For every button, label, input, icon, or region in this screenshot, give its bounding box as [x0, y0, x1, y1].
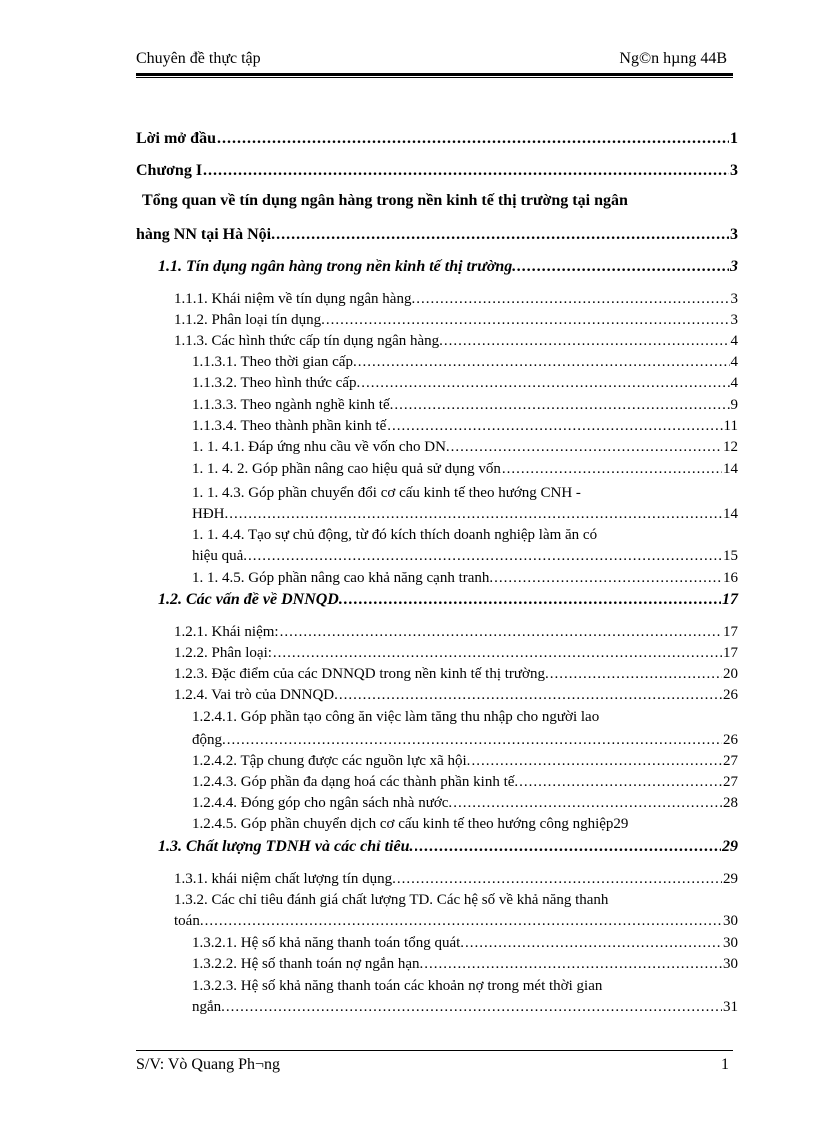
toc-entry[interactable]: 1.1.3. Các hình thức cấp tín dụng ngân hàng. ..... 4: [174, 333, 738, 350]
toc-entry[interactable]: 1. 1. 4.1. Đáp ứng nhu cầu về vốn cho DN. ..... 12: [192, 439, 738, 456]
toc-entry[interactable]: 1.3.2.2. Hệ số thanh toán nợ ngắn hạn. ..... 30: [192, 956, 738, 973]
page-header: [136, 50, 733, 72]
toc-entry-wrap[interactable]: 1. 1. 4.3. Góp phần chuyển đổi cơ cấu kinh tế theo hướng CNH -: [192, 485, 581, 501]
toc-entry[interactable]: động. ..... 26: [192, 732, 738, 749]
toc-entry[interactable]: ngắn. ..... 31: [192, 999, 738, 1016]
toc-entry[interactable]: 1. 1. 4.5. Góp phần nâng cao khả năng cạnh tranh. ..... 16: [192, 570, 738, 587]
toc-section[interactable]: 1.2. Các vấn đề về DNNQD. ..... 17: [158, 591, 738, 609]
toc-entry[interactable]: 1.2.4.2. Tập chung được các nguồn lực xã hội. ..... 27: [192, 753, 738, 770]
toc-chapter-title: Tổng quan về tín dụng ngân hàng trong nền kinh tế thị trường tại ngân: [142, 192, 628, 209]
toc-entry[interactable]: 1. 1. 4. 2. Góp phần nâng cao hiệu quả sử dụng vốn ..... 14: [192, 461, 738, 478]
toc-entry[interactable]: hàng NN tại Hà Nội. ..... 3: [136, 226, 738, 244]
toc-entry[interactable]: 1.1.3.2. Theo hình thức cấp. ..... 4: [192, 375, 738, 392]
toc-section[interactable]: 1.3. Chất lượng TDNH và các chỉ tiêu. ..... 29: [158, 838, 738, 856]
toc-entry[interactable]: Lời mở đầu ..... 1: [136, 130, 738, 148]
toc-entry-wrap[interactable]: 1.3.2.3. Hệ số khả năng thanh toán các khoản nợ trong mét thời gian: [192, 978, 603, 994]
toc-entry-wrap[interactable]: 1.2.4.1. Góp phần tạo công ăn việc làm tăng thu nhập cho người lao: [192, 709, 600, 725]
toc-entry[interactable]: 1.2.4.4. Đóng góp cho ngân sách nhà nước. ..... 28: [192, 795, 738, 812]
page-number: 1: [721, 1056, 729, 1073]
toc-entry-wrap[interactable]: 1. 1. 4.4. Tạo sự chủ động, từ đó kích thích doanh nghiệp làm ăn có: [192, 527, 598, 543]
toc-entry[interactable]: 1.2.2. Phân loại: ..... 17: [174, 645, 738, 662]
toc-entry[interactable]: Chương I ..... 3: [136, 162, 738, 180]
toc-entry[interactable]: hiệu quả. ..... 15: [192, 548, 738, 565]
toc-entry[interactable]: HĐH. ..... 14: [192, 506, 738, 523]
toc-entry[interactable]: 1.1.2. Phân loại tín dụng. ..... 3: [174, 312, 738, 329]
toc-entry[interactable]: 1.2.4.3. Góp phần đa dạng hoá các thành phần kinh tế. ..... 27: [192, 774, 738, 791]
header-class: Ng©n hµng 44B: [619, 50, 727, 67]
header-title: Chuyên đề thực tập: [136, 50, 261, 67]
toc-entry[interactable]: 1.1.1. Khái niệm về tín dụng ngân hàng. ..... 3: [174, 291, 738, 308]
toc-section[interactable]: 1.1. Tín dụng ngân hàng trong nền kinh tế thị trường. ..... 3: [158, 258, 738, 276]
toc-entry[interactable]: 1.1.3.1. Theo thời gian cấp. ..... 4: [192, 354, 738, 371]
toc-entry[interactable]: 1.2.3. Đặc điểm của các DNNQD trong nền kinh tế thị trường. ..... 20: [174, 666, 738, 683]
toc-entry-wrap[interactable]: 1.3.2. Các chỉ tiêu đánh giá chất lượng TD. Các hệ số về khả năng thanh: [174, 892, 609, 908]
footer-student: S/V: Vò Quang Ph¬ng: [136, 1056, 280, 1073]
toc-entry[interactable]: 1.2.4. Vai trò của DNNQD. ..... 26: [174, 687, 738, 704]
toc-entry[interactable]: toán. ..... 30: [174, 913, 738, 930]
toc-entry[interactable]: 1.2.1. Khái niệm: ..... 17: [174, 624, 738, 641]
page-footer: [136, 1056, 733, 1078]
header-rule: [136, 73, 733, 78]
toc-entry[interactable]: 1.1.3.3. Theo ngành nghề kinh tế. ..... 9: [192, 397, 738, 414]
toc-entry[interactable]: 1.3.1. khái niệm chất lượng tín dụng. ..... 29: [174, 871, 738, 888]
toc-entry[interactable]: 1.3.2.1. Hệ số khả năng thanh toán tổng quát. ..... 30: [192, 935, 738, 952]
toc-entry[interactable]: 1.2.4.5. Góp phần chuyển dịch cơ cấu kinh tế theo hướng công nghiệp 29: [192, 816, 629, 832]
toc-entry[interactable]: 1.1.3.4. Theo thành phần kinh tế ..... 11: [192, 418, 738, 435]
footer-rule: [136, 1050, 733, 1051]
